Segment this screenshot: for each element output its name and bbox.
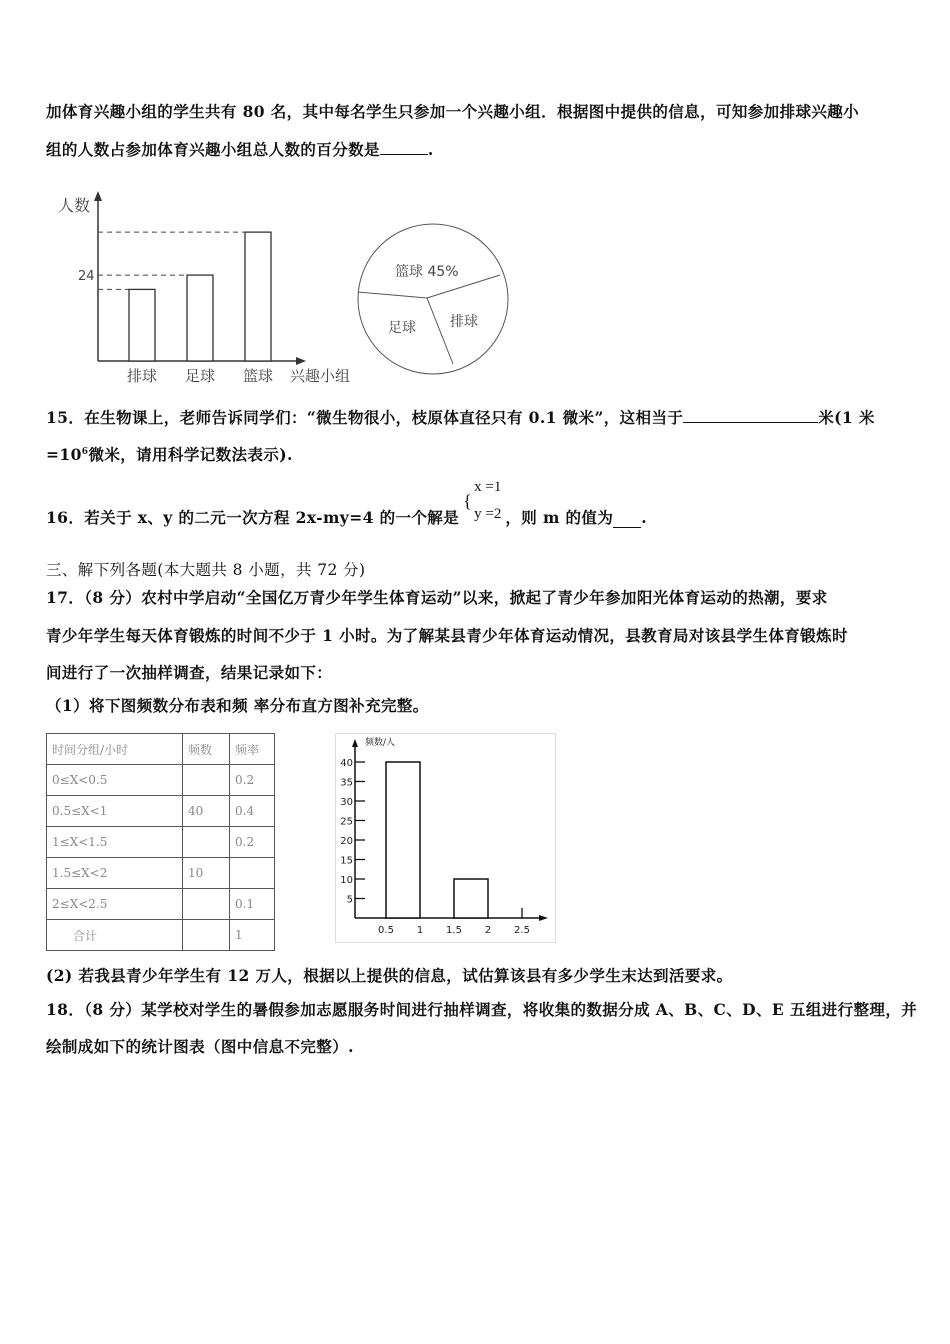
table-cell <box>183 765 230 796</box>
answer-blank[interactable] <box>380 140 428 155</box>
table-row <box>47 858 275 889</box>
table-cell: 0.4 <box>230 796 275 827</box>
x-tick-label: 2 <box>484 925 492 936</box>
table-cell: 1.5≤X<2 <box>47 858 183 889</box>
q17-line1: 17．（8 分）农村中学启动“全国亿万青少年学生体育运动”以来，掀起了青少年参加阳光体育运动的热潮，要求 <box>46 588 828 607</box>
q16-line <box>46 474 647 528</box>
table-cell: 0.1 <box>230 889 275 920</box>
y-tick-label: 15 <box>340 855 353 867</box>
x-tick-label: 1 <box>416 925 424 936</box>
q15-text: 15．在生物课上，老师告诉同学们：“微生物很小，枝原体直径只有 0.1 微米”，这相当于 <box>46 408 684 427</box>
pie-label-0: 篮球 45% <box>395 264 459 280</box>
x-tick-label: 足球 <box>184 367 216 385</box>
table-row <box>47 889 275 920</box>
y-axis-label: 人数 <box>58 196 91 215</box>
table-cell: 10 <box>183 858 230 889</box>
bar-0 <box>129 289 155 361</box>
frequency-table <box>46 733 275 951</box>
histogram-bar-1 <box>454 879 488 918</box>
answer-blank[interactable] <box>683 408 818 423</box>
q16-eq2: y =2 <box>474 506 502 522</box>
table-cell: 2≤X<2.5 <box>47 889 183 920</box>
y-tick-label: 24 <box>78 269 95 285</box>
table-cell: 0.2 <box>230 765 275 796</box>
y-tick-label: 40 <box>340 758 353 769</box>
table-cell <box>183 827 230 858</box>
section-3-heading: 三、解下列各题(本大题共 8 小题，共 72 分) <box>46 561 366 579</box>
q15-pow-exp: 6 <box>81 446 89 457</box>
table-row <box>47 827 275 858</box>
table-row <box>47 796 275 827</box>
q14-text: 组的人数占参加体育兴趣小组总人数的百分数是 <box>46 140 380 159</box>
table-cell: 频数 <box>183 734 230 765</box>
pie-outline <box>358 224 508 374</box>
q18-line1: 18．（8 分）某学校对学生的暑假参加志愿服务时间进行抽样调查，将收集的数据分成 A、B、C、D、E 五组进行整理，并 <box>46 1000 918 1019</box>
q14-line2 <box>46 140 434 160</box>
y-axis-label: 频数/人 <box>365 738 396 748</box>
table-header <box>47 734 275 765</box>
pie-chart-interest-groups <box>350 218 520 383</box>
table-row <box>47 765 275 796</box>
q17-part2: (2) 若我县青少年学生有 12 万人，根据以上提供的信息，试估算该县有多少学生末达到活要求。 <box>46 966 733 985</box>
q17-part1: （1）将下图频数分布表和频 率分布直方图补充完整。 <box>46 696 429 715</box>
q15-text2: 微米，请用科学记数法表示). <box>88 445 293 464</box>
x-tick-label: 2.5 <box>514 925 530 936</box>
histogram-bar-0 <box>386 762 420 918</box>
q16-equation-system <box>463 474 501 528</box>
y-tick-label: 10 <box>340 875 353 886</box>
y-tick-label: 20 <box>340 836 353 847</box>
y-tick-label: 5 <box>346 894 353 906</box>
table-cell: 1 <box>230 920 275 951</box>
bar-1 <box>187 275 213 361</box>
y-tick-label: 25 <box>340 816 353 828</box>
y-tick-label: 35 <box>340 777 353 789</box>
q14-end: . <box>427 140 434 159</box>
table-cell <box>230 858 275 889</box>
x-tick-label: 1.5 <box>446 925 462 936</box>
pie-label-2: 足球 <box>388 320 416 336</box>
pie-label-1: 排球 <box>450 314 478 330</box>
table-cell: 40 <box>183 796 230 827</box>
answer-blank[interactable] <box>613 513 641 528</box>
q17-line2: 青少年学生每天体育锻炼的时间不少于 1 小时。为了解某县青少年体育运动情况，县教育局对该县学生体育锻炼时 <box>46 626 848 645</box>
table-cell <box>183 920 230 951</box>
table-cell: 0.5≤X<1 <box>47 796 183 827</box>
y-tick-label: 30 <box>340 797 353 808</box>
x-tick-label: 篮球 <box>242 367 274 385</box>
q16-end: . <box>641 508 648 527</box>
q14-line1: 加体育兴趣小组的学生共有 80 名，其中每名学生只参加一个兴趣小组．根据图中提供的信息，可知参加排球兴趣小 <box>46 102 860 121</box>
table-cell: 时间分组/小时 <box>47 734 183 765</box>
x-axis-label: 兴趣小组 <box>290 367 351 385</box>
q15-line2 <box>46 445 293 465</box>
table-cell: 频率 <box>230 734 275 765</box>
x-axis-arrow-icon <box>296 357 306 365</box>
x-tick-label: 0.5 <box>378 925 394 936</box>
table-cell: 0≤X<0.5 <box>47 765 183 796</box>
q16-text: 16．若关于 x、y 的二元一次方程 2x-my=4 的一个解是 <box>46 508 460 527</box>
table-row <box>47 920 275 951</box>
q17-line3: 间进行了一次抽样调查，结果记录如下： <box>46 663 333 682</box>
q15-end: 米(1 米 <box>818 408 875 427</box>
q18-line2: 绘制成如下的统计图表（图中信息不完整）. <box>46 1037 354 1056</box>
q15-line1 <box>46 408 875 428</box>
q15-pow-base: =10 <box>46 445 82 464</box>
y-axis-arrow-icon <box>352 739 358 747</box>
frequency-histogram <box>335 733 555 942</box>
q16-text2: ，则 m 的值为 <box>505 508 614 527</box>
bar-chart-interest-groups <box>40 185 370 390</box>
x-tick-label: 排球 <box>126 367 158 385</box>
table-cell: 0.2 <box>230 827 275 858</box>
table-cell: 合计 <box>47 920 183 951</box>
table-cell: 1≤X<1.5 <box>47 827 183 858</box>
x-axis-arrow-icon <box>539 915 548 921</box>
table-cell <box>183 889 230 920</box>
brace-icon: { <box>463 491 473 511</box>
q16-equations <box>474 474 501 528</box>
bar-2 <box>245 232 271 361</box>
y-axis-arrow-icon <box>94 191 102 201</box>
q16-eq1: x =1 <box>474 479 502 495</box>
